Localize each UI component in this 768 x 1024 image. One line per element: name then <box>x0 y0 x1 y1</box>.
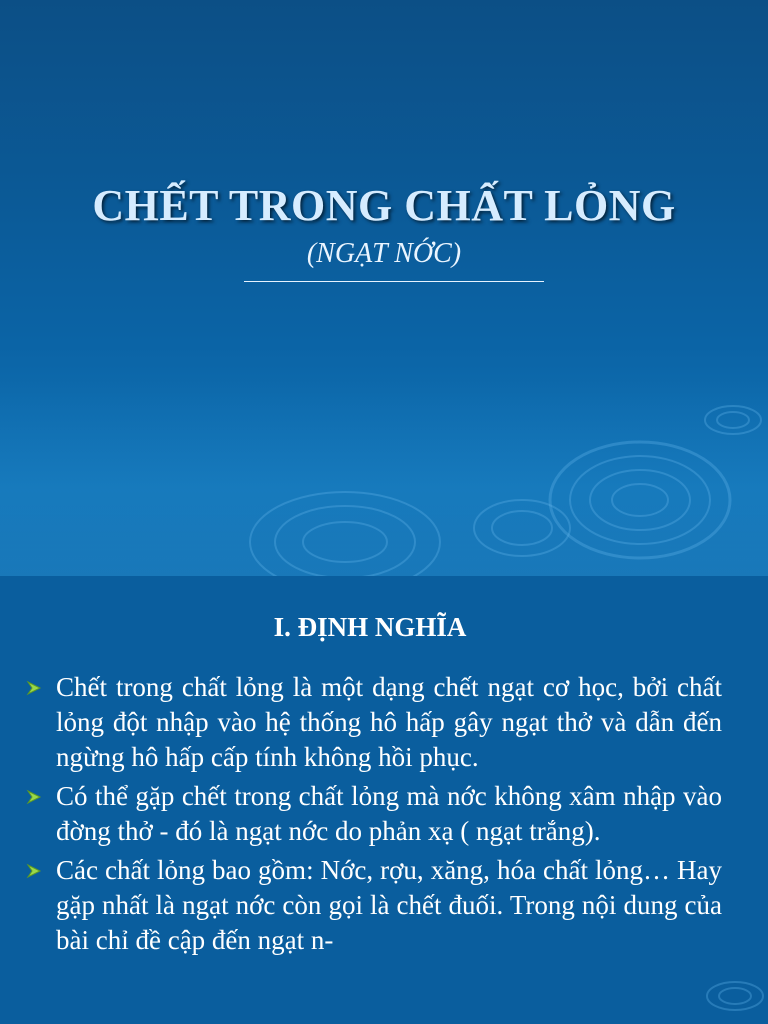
slide-title: CHẾT TRONG CHẤT LỎNG <box>92 181 676 230</box>
list-item <box>26 779 722 849</box>
arrow-bullet-icon <box>26 680 44 696</box>
slide-subtitle: (NGẠT NỚC) <box>306 238 462 269</box>
arrow-bullet-icon <box>26 863 44 879</box>
title-underline <box>244 281 544 282</box>
bullet-text: Các chất lỏng bao gồm: Nớc, rợu, xăng, hóa chất lỏng… Hay gặp nhất là ngạt nớc còn gọi là chết đuối. Trong nội dung của bài chỉ đề cập đến ngạt n- <box>56 855 722 955</box>
arrow-bullet-icon <box>26 789 44 805</box>
bullet-list <box>26 670 722 962</box>
list-item <box>26 670 722 775</box>
list-item <box>26 853 722 958</box>
content-slide <box>0 576 768 1024</box>
bullet-text: Có thể gặp chết trong chất lỏng mà nớc không xâm nhập vào đờng thở - đó là ngạt nớc do phản xạ ( ngạt trắng). <box>56 781 722 846</box>
bullet-text: Chết trong chất lỏng là một dạng chết ngạt cơ học, bởi chất lỏng đột nhập vào hệ thống hô hấp gây ngạt thở và dẫn đến ngừng hô hấp cấp tính không hồi phục. <box>56 672 722 772</box>
section-heading: I. ĐỊNH NGHĨA <box>273 612 467 642</box>
